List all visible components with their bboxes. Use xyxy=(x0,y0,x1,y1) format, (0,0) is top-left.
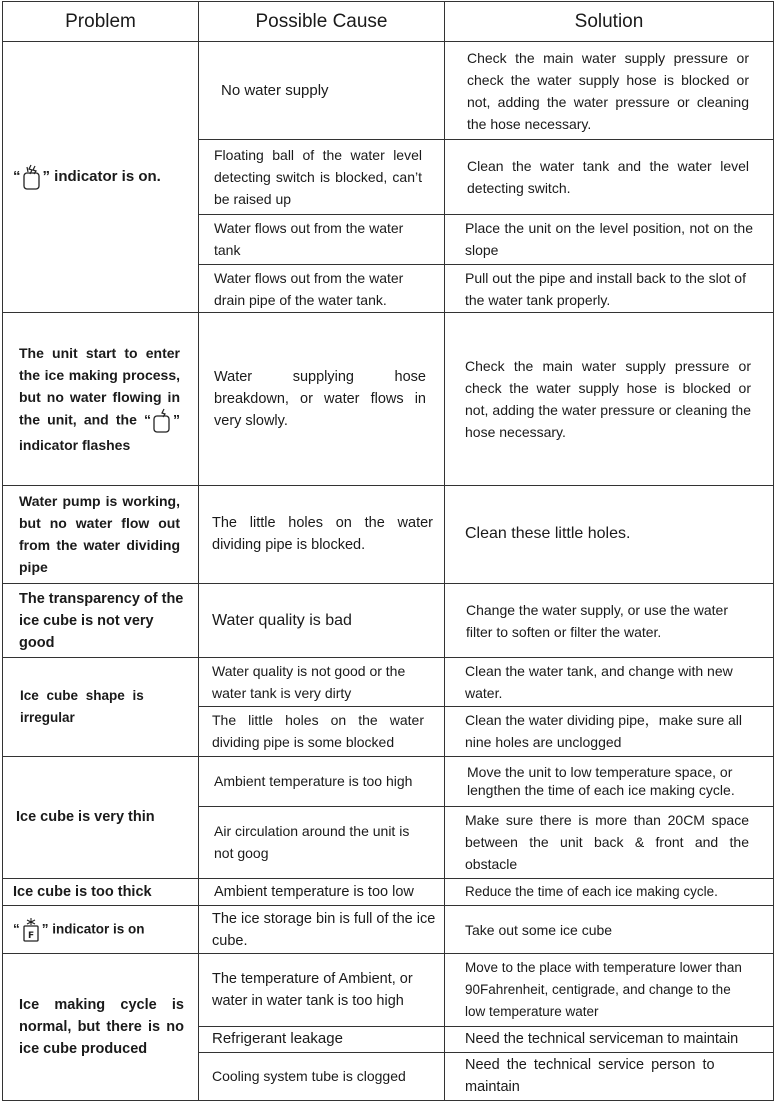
solution-cell: Clean the water tank, and change with new water. xyxy=(445,658,774,706)
solution-cell: Clean these little holes. xyxy=(445,485,774,583)
ice-full-indicator-icon xyxy=(20,917,42,943)
cause-cell: The temperature of Ambient, or water in water tank is too high xyxy=(199,954,445,1026)
cause-cell: Cooling system tube is clogged xyxy=(199,1052,445,1100)
table-row xyxy=(3,584,774,658)
cause-cell: Water quality is not good or the water tank is very dirty xyxy=(199,658,445,706)
solution-cell: Move to the place with temperature lower than 90Fahrenheit, centigrade, and change to the low temperature water xyxy=(445,954,774,1026)
cause-cell: Ambient temperature is too high xyxy=(199,756,445,806)
problem-cell: Water pump is working, but no water flow out from the water dividing pipe xyxy=(3,485,199,583)
table-row xyxy=(3,485,774,583)
table-row xyxy=(3,313,774,486)
problem-text: The unit start to enter the ice making process, but no water flowing in the unit, and the “ xyxy=(19,344,180,428)
cause-cell: No water supply xyxy=(199,42,445,140)
problem-text: ” indicator is on. xyxy=(42,168,161,186)
solution-cell: Place the unit on the level position, not on the slope xyxy=(445,214,774,264)
solution-cell: Check the main water supply pressure or check the water supply hose is blocked or not, adding the water pressure or cleaning the hose necessary. xyxy=(445,313,774,486)
problem-text: ” indicator is on xyxy=(41,921,145,937)
solution-cell: Clean the water tank and the water level detecting switch. xyxy=(445,140,774,214)
table-row xyxy=(3,42,774,140)
solution-cell: Check the main water supply pressure or check the water supply hose is blocked or not, adding the water pressure or cleaning the hose necessary. xyxy=(445,42,774,140)
table-row xyxy=(3,756,774,806)
problem-cell xyxy=(3,42,199,313)
solution-cell: Make sure there is more than 20CM space between the unit back & front and the obstacle xyxy=(445,806,774,878)
problem-cell: Ice cube is too thick xyxy=(3,879,199,906)
table-row xyxy=(3,658,774,706)
table-row xyxy=(3,954,774,1026)
cause-cell: The ice storage bin is full of the ice cube. xyxy=(199,906,445,954)
solution-cell: Need the technical serviceman to maintain xyxy=(445,1026,774,1052)
table-row xyxy=(3,906,774,954)
cause-cell: Refrigerant leakage xyxy=(199,1026,445,1052)
table-row xyxy=(3,879,774,906)
solution-cell: Take out some ice cube xyxy=(445,906,774,954)
solution-cell: Pull out the pipe and install back to the slot of the water tank properly. xyxy=(445,264,774,312)
problem-cell: The transparency of the ice cube is not very good xyxy=(3,584,199,658)
cause-cell: Water supplying hose breakdown, or water flows in very slowly. xyxy=(199,313,445,486)
water-tank-warning-icon xyxy=(21,164,43,190)
header-possible-cause: Possible Cause xyxy=(199,2,445,42)
problem-cell xyxy=(3,313,199,486)
solution-cell: Need the technical service person to maintain xyxy=(445,1052,774,1100)
cause-cell: Floating ball of the water level detecting switch is blocked, can’t be raised up xyxy=(199,140,445,214)
solution-cell: Clean the water dividing pipe，make sure all nine holes are unclogged xyxy=(445,706,774,756)
cause-cell: Air circulation around the unit is not goog xyxy=(199,806,445,878)
problem-cell: Ice cube is very thin xyxy=(3,756,199,878)
solution-cell: Change the water supply, or use the water filter to soften or filter the water. xyxy=(445,584,774,658)
cause-cell: Ambient temperature is too low xyxy=(199,879,445,906)
cause-cell: Water flows out from the water drain pipe of the water tank. xyxy=(199,264,445,312)
quote-open: “ xyxy=(13,168,21,186)
cause-cell: Water flows out from the water tank xyxy=(199,214,445,264)
problem-text-end: ” indicator flashes xyxy=(19,411,180,453)
header-solution: Solution xyxy=(445,2,774,42)
cause-cell: The little holes on the water dividing pipe is some blocked xyxy=(199,706,445,756)
svg-text:F: F xyxy=(27,930,34,941)
problem-cell: Ice cube shape is irregular xyxy=(3,658,199,756)
problem-cell xyxy=(3,906,199,954)
solution-cell: Reduce the time of each ice making cycle. xyxy=(445,879,774,906)
troubleshooting-table xyxy=(2,1,774,1101)
cause-cell: The little holes on the water dividing pipe is blocked. xyxy=(199,485,445,583)
quote-open: “ xyxy=(13,921,20,937)
header-problem: Problem xyxy=(3,2,199,42)
solution-cell: Move the unit to low temperature space, or lengthen the time of each ice making cycle. xyxy=(445,756,774,806)
header-row xyxy=(3,2,774,42)
problem-cell: Ice making cycle is normal, but there is no ice cube produced xyxy=(3,954,199,1101)
water-tank-icon xyxy=(151,408,173,434)
cause-cell: Water quality is bad xyxy=(199,584,445,658)
